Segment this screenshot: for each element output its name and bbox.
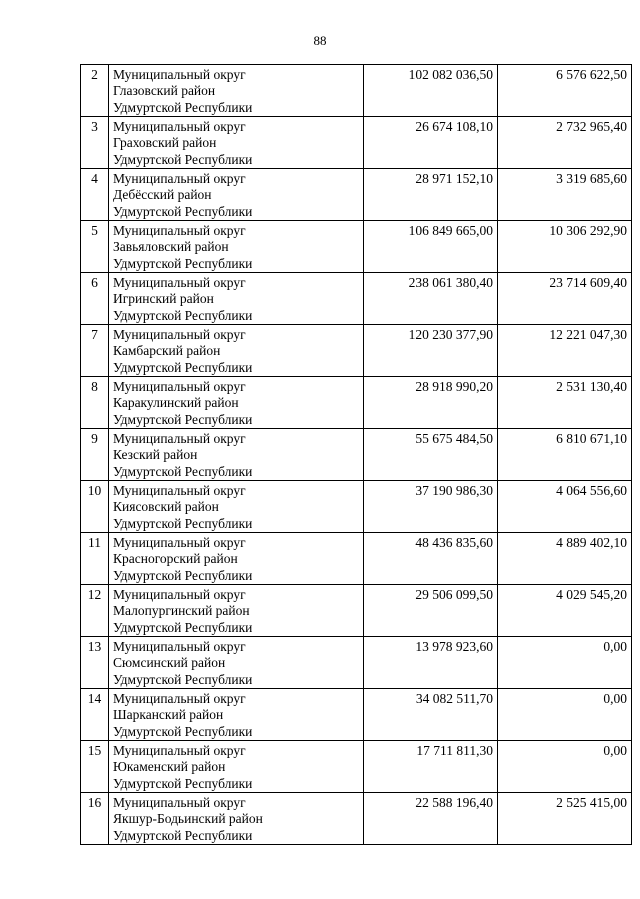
municipality-name bbox=[109, 221, 364, 273]
municipality-name-line: Муниципальный округ bbox=[113, 119, 246, 134]
table-row bbox=[81, 221, 632, 273]
municipality-name-line: Муниципальный округ bbox=[113, 483, 246, 498]
municipality-name-line: Киясовский район bbox=[113, 499, 219, 515]
row-number: 3 bbox=[81, 117, 109, 169]
municipality-name-line: Муниципальный округ bbox=[113, 639, 246, 654]
budget-table bbox=[80, 64, 632, 845]
row-number: 2 bbox=[81, 65, 109, 117]
amount-secondary: 2 531 130,40 bbox=[498, 377, 632, 429]
amount-secondary: 12 221 047,30 bbox=[498, 325, 632, 377]
amount-total: 55 675 484,50 bbox=[364, 429, 498, 481]
municipality-name-line: Сюмсинский район bbox=[113, 655, 226, 671]
page-number: 88 bbox=[313, 33, 327, 48]
municipality-name-line: Удмуртской Республики bbox=[113, 307, 253, 323]
municipality-name-line: Удмуртской Республики bbox=[113, 671, 253, 687]
amount-total: 106 849 665,00 bbox=[364, 221, 498, 273]
amount-secondary: 0,00 bbox=[498, 637, 632, 689]
municipality-name-line: Завьяловский район bbox=[113, 239, 229, 255]
municipality-name-line: Якшур-Бодьинский район bbox=[113, 811, 263, 827]
table-row bbox=[81, 689, 632, 741]
amount-total: 13 978 923,60 bbox=[364, 637, 498, 689]
table-row bbox=[81, 325, 632, 377]
row-number: 10 bbox=[81, 481, 109, 533]
amount-total: 37 190 986,30 bbox=[364, 481, 498, 533]
municipality-name bbox=[109, 689, 364, 741]
municipality-name-line: Каракулинский район bbox=[113, 395, 239, 411]
table-row bbox=[81, 741, 632, 793]
municipality-name-line: Муниципальный округ bbox=[113, 431, 246, 446]
municipality-name-line: Муниципальный округ bbox=[113, 379, 246, 394]
municipality-name bbox=[109, 325, 364, 377]
municipality-name-line: Удмуртской Республики bbox=[113, 203, 253, 219]
amount-secondary: 0,00 bbox=[498, 689, 632, 741]
municipality-name-line: Удмуртской Республики bbox=[113, 359, 253, 375]
municipality-name-line: Юкаменский район bbox=[113, 759, 226, 775]
municipality-name bbox=[109, 273, 364, 325]
amount-total: 26 674 108,10 bbox=[364, 117, 498, 169]
row-number: 15 bbox=[81, 741, 109, 793]
row-number: 9 bbox=[81, 429, 109, 481]
municipality-name-line: Муниципальный округ bbox=[113, 171, 246, 186]
municipality-name-line: Удмуртской Республики bbox=[113, 99, 253, 115]
amount-total: 28 971 152,10 bbox=[364, 169, 498, 221]
amount-total: 17 711 811,30 bbox=[364, 741, 498, 793]
amount-total: 28 918 990,20 bbox=[364, 377, 498, 429]
table-row bbox=[81, 429, 632, 481]
row-number: 16 bbox=[81, 793, 109, 845]
amount-total: 22 588 196,40 bbox=[364, 793, 498, 845]
amount-secondary: 0,00 bbox=[498, 741, 632, 793]
amount-total: 34 082 511,70 bbox=[364, 689, 498, 741]
table-row bbox=[81, 169, 632, 221]
municipality-name-line: Шарканский район bbox=[113, 707, 224, 723]
municipality-name-line: Удмуртской Республики bbox=[113, 723, 253, 739]
municipality-name bbox=[109, 481, 364, 533]
municipality-name-line: Малопургинский район bbox=[113, 603, 250, 619]
amount-secondary: 4 889 402,10 bbox=[498, 533, 632, 585]
municipality-name-line: Игринский район bbox=[113, 291, 214, 307]
row-number: 11 bbox=[81, 533, 109, 585]
row-number: 7 bbox=[81, 325, 109, 377]
table-body bbox=[81, 65, 632, 845]
municipality-name-line: Граховский район bbox=[113, 135, 217, 151]
row-number: 8 bbox=[81, 377, 109, 429]
municipality-name bbox=[109, 169, 364, 221]
row-number: 13 bbox=[81, 637, 109, 689]
amount-secondary: 6 576 622,50 bbox=[498, 65, 632, 117]
table-row bbox=[81, 65, 632, 117]
row-number: 5 bbox=[81, 221, 109, 273]
municipality-name bbox=[109, 741, 364, 793]
amount-secondary: 23 714 609,40 bbox=[498, 273, 632, 325]
table-row bbox=[81, 533, 632, 585]
table-row bbox=[81, 377, 632, 429]
amount-total: 102 082 036,50 bbox=[364, 65, 498, 117]
municipality-name-line: Муниципальный округ bbox=[113, 587, 246, 602]
row-number: 4 bbox=[81, 169, 109, 221]
municipality-name-line: Муниципальный округ bbox=[113, 275, 246, 290]
table-row bbox=[81, 585, 632, 637]
municipality-name-line: Муниципальный округ bbox=[113, 223, 246, 238]
municipality-name-line: Муниципальный округ bbox=[113, 691, 246, 706]
municipality-name-line: Муниципальный округ bbox=[113, 67, 246, 82]
municipality-name-line: Удмуртской Республики bbox=[113, 567, 253, 583]
amount-secondary: 10 306 292,90 bbox=[498, 221, 632, 273]
row-number: 12 bbox=[81, 585, 109, 637]
amount-secondary: 3 319 685,60 bbox=[498, 169, 632, 221]
row-number: 6 bbox=[81, 273, 109, 325]
municipality-name-line: Удмуртской Республики bbox=[113, 151, 253, 167]
amount-secondary: 2 732 965,40 bbox=[498, 117, 632, 169]
municipality-name bbox=[109, 533, 364, 585]
municipality-name bbox=[109, 117, 364, 169]
municipality-name-line: Глазовский район bbox=[113, 83, 216, 99]
amount-secondary: 4 064 556,60 bbox=[498, 481, 632, 533]
row-number: 14 bbox=[81, 689, 109, 741]
municipality-name bbox=[109, 585, 364, 637]
municipality-name-line: Удмуртской Республики bbox=[113, 463, 253, 479]
amount-total: 238 061 380,40 bbox=[364, 273, 498, 325]
municipality-name-line: Удмуртской Республики bbox=[113, 515, 253, 531]
amount-total: 120 230 377,90 bbox=[364, 325, 498, 377]
table-row bbox=[81, 273, 632, 325]
municipality-name-line: Удмуртской Республики bbox=[113, 827, 253, 843]
amount-secondary: 6 810 671,10 bbox=[498, 429, 632, 481]
municipality-name-line: Камбарский район bbox=[113, 343, 221, 359]
municipality-name bbox=[109, 793, 364, 845]
municipality-name-line: Удмуртской Республики bbox=[113, 411, 253, 427]
municipality-name-line: Муниципальный округ bbox=[113, 743, 246, 758]
amount-secondary: 2 525 415,00 bbox=[498, 793, 632, 845]
municipality-name bbox=[109, 377, 364, 429]
municipality-name-line: Дебёсский район bbox=[113, 187, 212, 203]
municipality-name bbox=[109, 65, 364, 117]
amount-secondary: 4 029 545,20 bbox=[498, 585, 632, 637]
table-row bbox=[81, 481, 632, 533]
municipality-name-line: Удмуртской Республики bbox=[113, 775, 253, 791]
municipality-name-line: Муниципальный округ bbox=[113, 535, 246, 550]
table-row bbox=[81, 637, 632, 689]
amount-total: 29 506 099,50 bbox=[364, 585, 498, 637]
municipality-name-line: Красногорский район bbox=[113, 551, 238, 567]
municipality-name-line: Муниципальный округ bbox=[113, 795, 246, 810]
table-row bbox=[81, 793, 632, 845]
municipality-name-line: Удмуртской Республики bbox=[113, 255, 253, 271]
municipality-name bbox=[109, 637, 364, 689]
municipality-name bbox=[109, 429, 364, 481]
municipality-name-line: Муниципальный округ bbox=[113, 327, 246, 342]
municipality-name-line: Удмуртской Республики bbox=[113, 619, 253, 635]
municipality-name-line: Кезский район bbox=[113, 447, 198, 463]
amount-total: 48 436 835,60 bbox=[364, 533, 498, 585]
table-row bbox=[81, 117, 632, 169]
